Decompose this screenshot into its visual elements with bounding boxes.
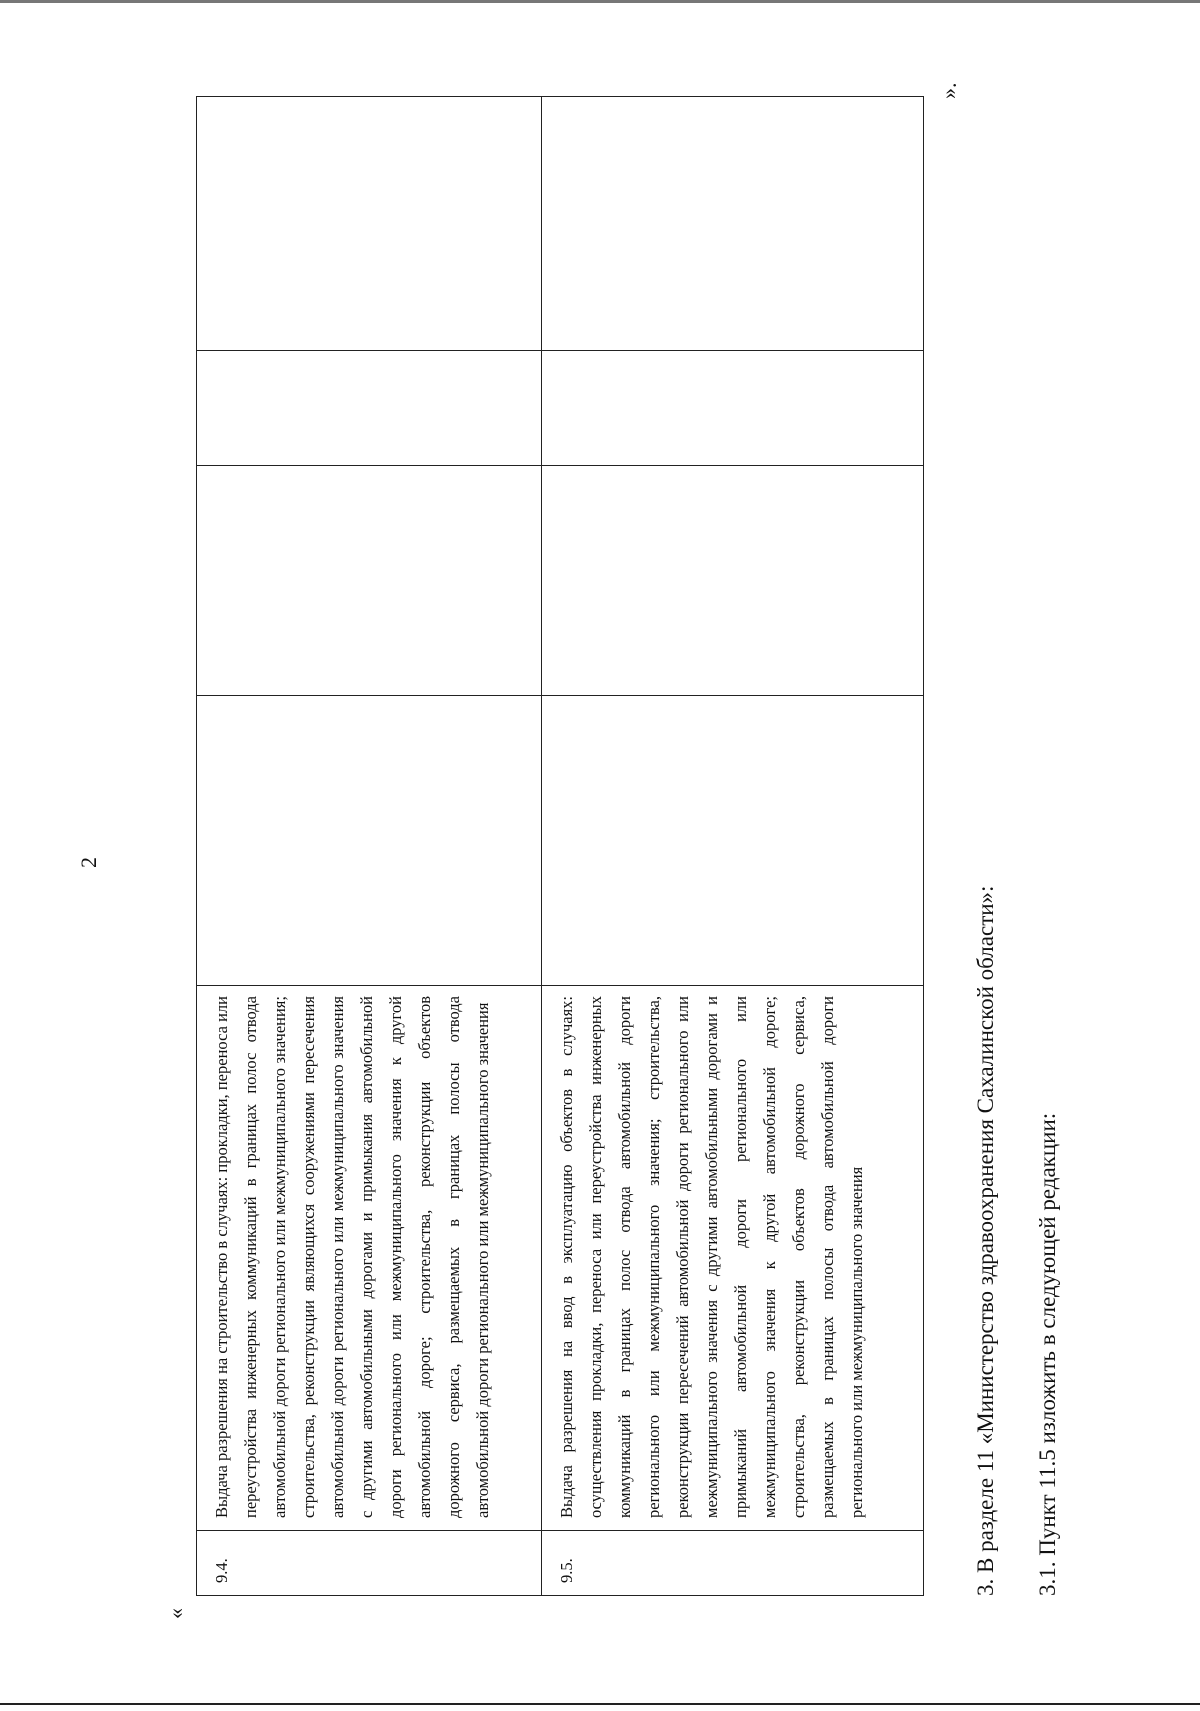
row-number-cell: 9.5.	[542, 1531, 924, 1596]
table-row	[542, 97, 924, 1596]
page-number: 2	[76, 857, 101, 868]
empty-cell	[542, 351, 924, 466]
opening-quote: «	[163, 1608, 188, 1619]
section-paragraph: 3. В разделе 11 «Министерство здравоохранения Сахалинской области»:	[973, 885, 998, 1596]
empty-cell	[542, 97, 924, 351]
empty-cell	[542, 696, 924, 986]
item-paragraph: 3.1. Пункт 11.5 изложить в следующей редакции:	[1035, 1112, 1060, 1596]
closing-quote: ».	[936, 82, 961, 99]
empty-cell	[542, 466, 924, 696]
empty-cell	[197, 97, 542, 351]
empty-cell	[197, 351, 542, 466]
row-description-cell: Выдача разрешения на строительство в случаях: прокладки, переноса или переустройства инженерных коммуникаций в границах полос отвода автомобильной дороги регионального или межмуниципального значения; строительства, реконструкции являющихся сооружениями пересечения автомобильной дороги регионального или межмуниципального значения с другими автомобильными дорогами и примыкания автомобильной дороги регионального или межмуниципального значения к другой автомобильной дороге; строительства, реконструкции объектов дорожного сервиса, размещаемых в границах полосы отвода автомобильной дороги регионального или межмуниципального значения	[197, 986, 542, 1531]
empty-cell	[197, 466, 542, 696]
row-description-cell: Выдача разрешения на ввод в эксплуатацию объектов в случаях: осуществления прокладки, переноса или переустройства инженерных коммуникаций в границах полос отвода автомобильной дороги регионального или межмуниципального значения; строительства, реконструкции пересечений автомобильной дороги регионального или межмуниципального значения с другими автомобильными дорогами и примыканий автомобильной дороги регионального или межмуниципального значения к другой автомобильной дороге; строительства, реконструкции объектов дорожного сервиса, размещаемых в границах полосы отвода автомобильной дороги регионального или межмуниципального значения	[542, 986, 924, 1531]
row-number-cell: 9.4.	[197, 1531, 542, 1596]
empty-cell	[197, 696, 542, 986]
table-row	[197, 97, 542, 1596]
services-table	[196, 96, 924, 1596]
